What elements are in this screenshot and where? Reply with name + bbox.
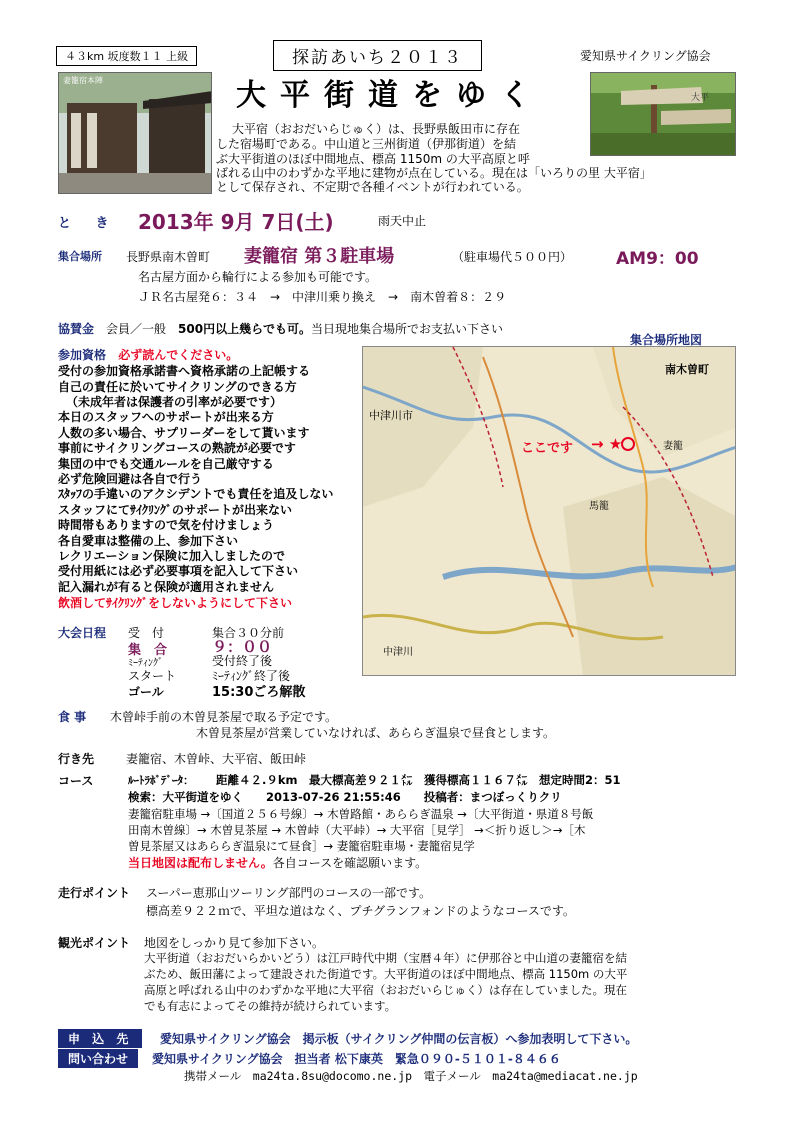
sightseeing-line: 高原と呼ばれる山中のわずかな平地に大平宿（おおだいらじゅく）は存在していました。現在 [144,983,627,997]
fee-amount: 500円以上幾らでも可。 [178,322,311,336]
schedule-key: ﾐｰﾃｨﾝｸﾞ [128,658,163,669]
sightseeing-line: 地図をしっかり見て参加下さい。 [144,936,325,950]
qualification-item: 人数の多い場合、サプリーダーをして貰います [58,426,310,440]
schedule-label: 大会日程 [58,626,107,640]
qualification-item: 記入漏れが有ると保険が適用されません [58,580,275,594]
meeting-place-prefix: 長野県南木曽町 [126,250,211,264]
qualification-item: レクリエーション保険に加入しましたので [58,549,286,563]
map-town-label: 妻籠 [663,441,683,452]
qualification-item: 事前にサイクリングコースの熟読が必要です [58,441,296,455]
course-map-note [128,854,427,871]
schedule-key: スタート [128,669,177,683]
fee-row [58,320,503,337]
schedule-key: 受 付 [128,626,165,640]
schedule-value: 受付終了後 [212,654,273,668]
drinking-warning: 飲酒してｻｲｸﾘﾝｸﾞをしないようにして下さい [58,596,293,610]
apply-text: 愛知県サイクリング協会 掲示板（サイクリング仲間の伝言板）へ参加表明して下さい。 [160,1032,638,1046]
course-data: 距離４２.９km 最大標高差９２１㍍ 獲得標高１１６７㍍ 想定時間2：51 [216,773,621,787]
event-date: 2013年 9月 7日(土) [138,210,334,234]
meeting-note: 名古屋方面から輪行による参加も可能です。 [138,270,378,284]
course-route-line: 曽見茶屋又はあららぎ温泉にて昼食］→ 妻籠宿駐車場・妻籠宿見学 [128,839,475,853]
qualification-header [58,346,238,363]
schedule-key: 集 合 [128,643,168,658]
here-marker-label: ここです [521,441,574,456]
course-data-label: ﾙｰﾄﾗﾎﾞﾃﾞｰﾀ： [128,774,194,787]
page-title: 大平街道をゆく [236,78,544,113]
series-title: 探訪あいち２０１３ [273,40,482,71]
rain-cancel-note: 雨天中止 [378,214,427,228]
map-town-label: 南木曽町 [665,363,709,376]
sightseeing-line: 大平街道（おおだいらかいどう）は江戸時代中期（宝暦４年）に伊那谷と中山道の妻籠宿を結 [144,951,627,965]
schedule-value: ﾐｰﾃｨﾝｸﾞ終了後 [212,669,291,683]
qualification-item: ｽﾀｯﾌの手違いのアクシデントでも責任を追及しない [58,487,334,501]
map-label: 集合場所地図 [630,333,703,347]
destination-text: 妻籠宿、木曽峠、大平宿、飯田峠 [126,752,307,766]
meal-line: 木曽見茶屋が営業していなければ、あららぎ温泉で昼食とします。 [196,726,556,740]
course-route-line: 妻籠宿駐車場 →〔国道２５６号線〕→ 木曽路館・あららぎ温泉 →〔大平街道・県道８号飯 [128,807,594,821]
qualification-item: スタッフにてｻｲｸﾘﾝｸﾞのサポートが出来ない [58,503,293,517]
arrow-right-icon: → ★ [591,435,623,453]
schedule-value: 15:30ごろ解散 [212,685,306,700]
date-label: と き [58,216,119,231]
riding-label: 走行ポイント [58,886,131,900]
qualification-label: 参加資格 [58,348,107,362]
qualification-item: 必ず危険回避は各自で行う [58,472,203,486]
course-search: 検索：大平街道をゆく 2013-07-26 21:55:46 投稿者：まつぼっくりクリ [128,790,562,804]
qualification-must: 必ず読んでください。 [118,348,239,362]
map-town-label: 馬籠 [589,501,609,512]
qualification-item: （未成年者は保護者の引率が必要です） [66,395,283,409]
intro-line: として保存され、不定期で各種イベントが行われている。 [216,180,529,194]
no-map-warning: 当日地図は配布しません。 [128,856,273,870]
organization-name: 愛知県サイクリング協会 [580,49,711,63]
map-town-label: 中津川市 [369,409,413,422]
map-town-label: 中津川 [383,647,413,658]
meeting-map [362,346,736,676]
destination-label: 行き先 [58,752,95,766]
train-info: ＪＲ名古屋発６：３４ → 中津川乗り換え → 南木曽着８：２９ [138,290,507,304]
schedule-value: 集合３０分前 [212,626,285,640]
no-map-rest: 各自コースを確認願います。 [272,856,428,870]
sightseeing-line: でも有志によってその維持が続けられています。 [144,999,397,1013]
contact-text: 愛知県サイクリング協会 担当者 松下康英 緊急０９０-５１０１-８４６６ [152,1052,561,1066]
sightseeing-label: 観光ポイント [58,936,131,950]
meeting-label: 集合場所 [58,250,102,263]
parking-fee: （駐車場代５００円） [452,250,573,264]
photo-caption: 大平 [691,93,710,103]
intro-line: ばれる山中のわずかな平地に建物が点在している。現在は「いろりの里 大平宿」 [216,166,652,180]
riding-line: スーパー恵那山ツーリング部門のコースの一部です。 [146,886,432,900]
fee-rest: 当日現地集合場所でお支払い下さい [310,322,503,336]
meeting-place: 妻籠宿 第３駐車場 [244,246,395,267]
intro-line: した宿場町である。中山道と三州街道（伊那街道）を結 [216,137,517,151]
photo-caption: 妻籠宿本陣 [63,76,103,85]
qualification-item: 自己の責任に於いてサイクリングのできる方 [58,380,297,394]
intro-line: 大平宿（おおだいらじゅく）は、長野県飯田市に存在 [232,122,521,136]
qualification-item: 受付用紙には必ず必要事項を記入して下さい [58,564,299,578]
email-line: 携帯メール ma24ta.8su@docomo.ne.jp 電子メール ma24ta@mediacat.ne.jp [184,1069,638,1083]
riding-line: 標高差９２２ｍで、平坦な道はなく、プチグランフォンドのようなコースです。 [146,904,575,918]
qualification-item: 集団の中でも交通ルールを自己厳守する [58,457,274,471]
schedule-value: ９：００ [212,638,273,656]
qualification-item: 時間帯もありますので気を付けましょう [58,518,275,532]
sightseeing-line: ぶため、飯田藩によって建設された街道です。大平街道のほぼ中間地点、標高 1150m の大平 [144,967,628,981]
course-route-line: 田南木曽線〕→ 木曽見茶屋 → 木曽峠（大平峠）→ 大平宿［見学］ →＜折り返し＞→［木 [128,823,586,837]
fee-label: 協賛金 [58,322,95,336]
photo-tsumago-honjin [58,72,212,194]
meal-line: 木曾峠手前の木曽見茶屋で取る予定です。 [110,710,338,724]
fee-text: 会員／一般 [106,322,179,336]
schedule-key: ゴール [128,685,164,699]
meal-label: 食 事 [58,710,87,724]
qualification-item: 受付の参加資格承諾書へ資格承諾の上記帳する [58,364,311,378]
contact-label: 問い合わせ [58,1049,138,1068]
course-label: コース [58,774,94,788]
qualification-item: 各自愛車は整備の上、参加下さい [58,534,239,548]
qualification-item: 本日のスタッフへのサポートが出来る方 [58,410,274,424]
apply-label: 申 込 先 [58,1029,142,1048]
meeting-time: AM9：00 [616,249,699,269]
photo-ohdaira-sign [590,72,736,156]
intro-line: ぶ大平街道のほぼ中間地点、標高 1150m の大平高原と呼 [216,152,530,166]
difficulty-badge: ４３km 坂度数１１ 上級 [56,46,197,66]
